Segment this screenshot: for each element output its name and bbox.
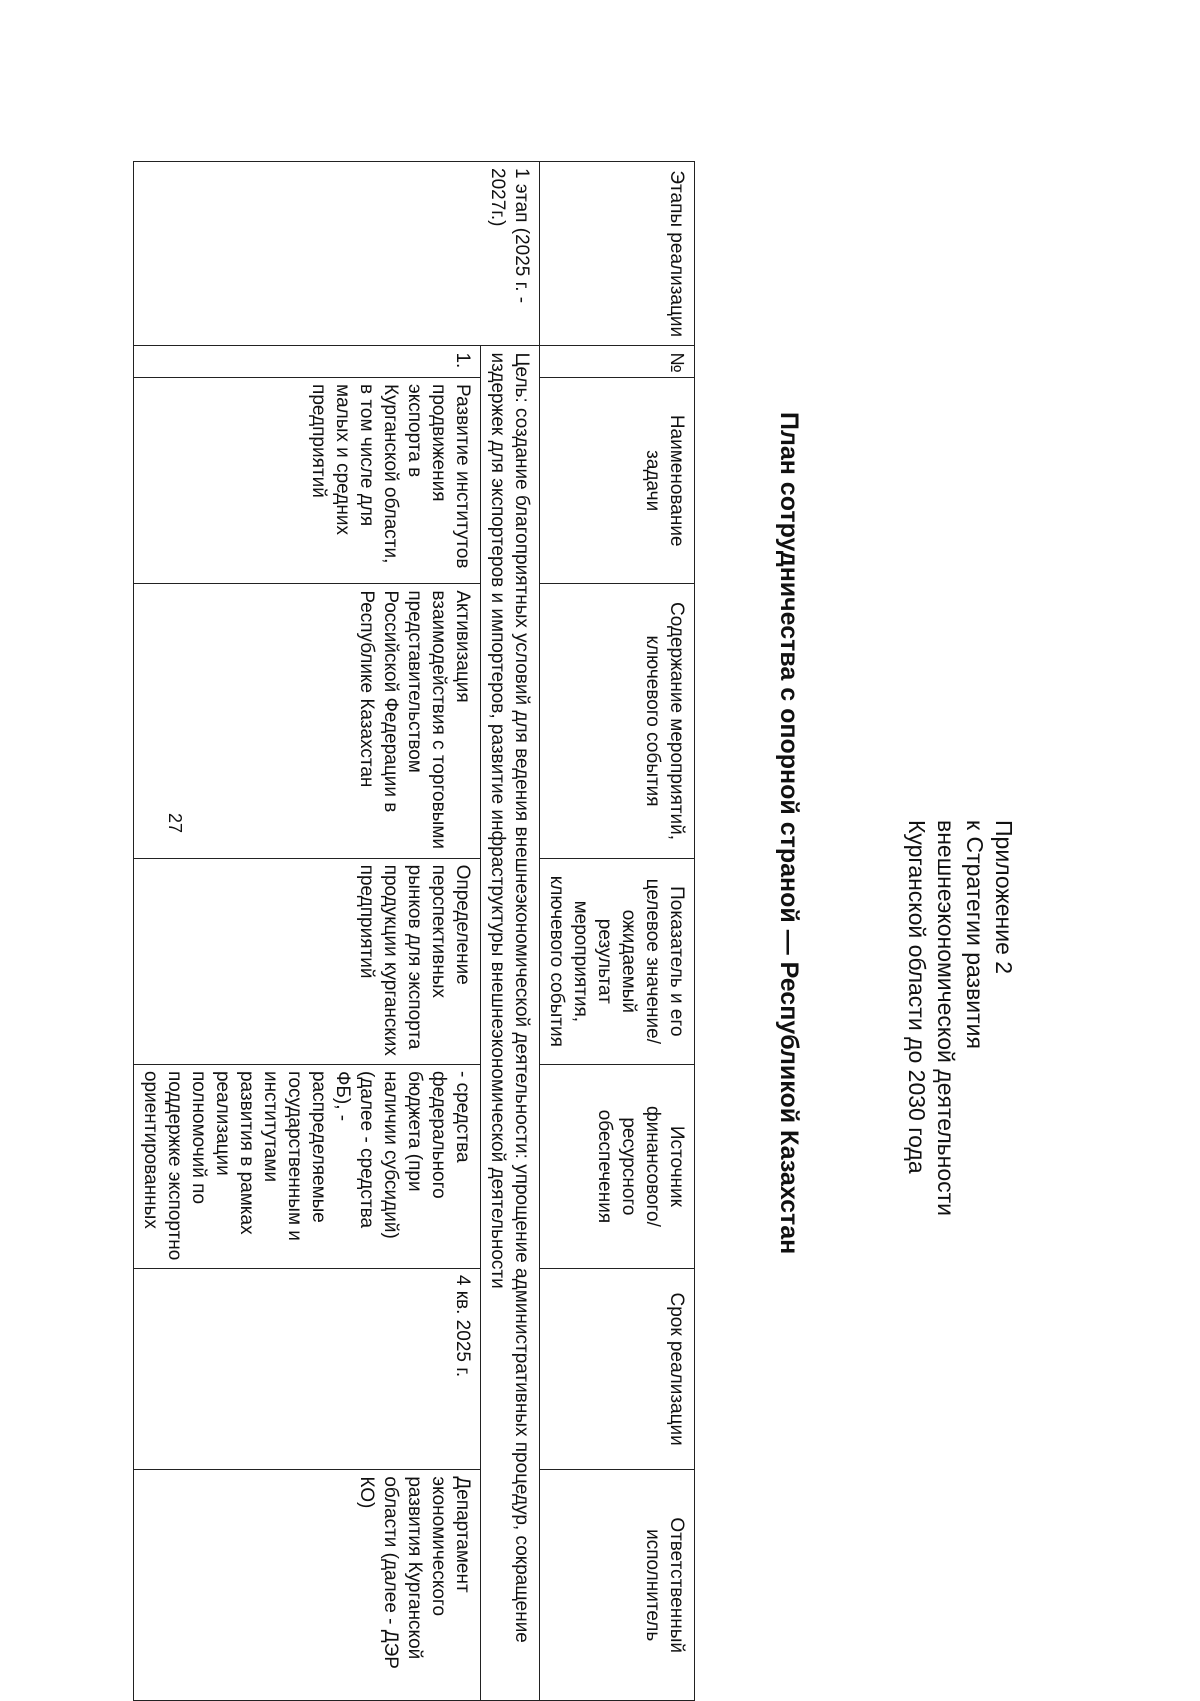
indicator-cell: Определение перспективных рынков для экспорта продукции курганских предприятий — [134, 858, 481, 1064]
table-header-row — [540, 162, 695, 1701]
header-cell-task: Наименование задачи — [540, 378, 695, 584]
header-cell-stages: Этапы реализации — [540, 162, 695, 346]
appendix-line: к Стратегии развития — [962, 820, 988, 1049]
goal-row — [481, 162, 540, 1701]
plan-table — [133, 161, 695, 1701]
page-number: 27 — [165, 813, 185, 834]
deadline-cell: 4 кв. 2025 г. — [134, 1268, 481, 1469]
row-number: 1. — [134, 346, 481, 378]
responsible-cell: Департамент экономического развития Курганской области (далее - ДЭР КО) — [134, 1470, 481, 1701]
header-cell-responsible: Ответственный исполнитель — [540, 1470, 695, 1701]
stage-cell: 1 этап (2025 г. - 2027г.) — [134, 162, 540, 346]
appendix-line: Приложение 2 — [991, 820, 1017, 975]
header-cell-source: Источник финансового/ ресурсного обеспечения — [540, 1064, 695, 1268]
header-cell-number: № — [540, 346, 695, 378]
source-cell: - средства федерального бюджета (при наличии субсидий) (далее - средства ФБ), - распределяемые государственным и институтами развития в рамках реализации полномочий по поддержке экспортно ориентированных — [134, 1064, 481, 1268]
header-cell-deadline: Срок реализации — [540, 1268, 695, 1469]
table-row — [134, 162, 481, 1701]
appendix-line: Курганской области до 2030 года — [904, 820, 930, 1174]
plan-title: План сотрудничества с опорной страной — Республикой Казахстан — [775, 412, 803, 1255]
header-cell-content: Содержание мероприятий, ключевого события — [540, 584, 695, 858]
header-cell-indicator: Показатель и его целевое значение/ ожидаемый результат мероприятия, ключевого события — [540, 858, 695, 1064]
content-cell: Активизация взаимодействия с торговыми представительством Российской Федерации в Республике Казахстан — [134, 584, 481, 858]
appendix-header — [902, 820, 1018, 1460]
task-cell: Развитие институтов продвижения экспорта в Курганской области, в том числе для малых и средних предприятий — [134, 378, 481, 584]
goal-cell: Цель: создание благоприятных условий для ведения внешнеэкономической деятельности: упрощение административных процедур, сокращение издержек для экспортеров и импортеров, развитие инфраструктуры внешнеэкономической деятельности — [481, 346, 540, 1701]
appendix-line: внешнеэкономической деятельности — [933, 820, 959, 1217]
